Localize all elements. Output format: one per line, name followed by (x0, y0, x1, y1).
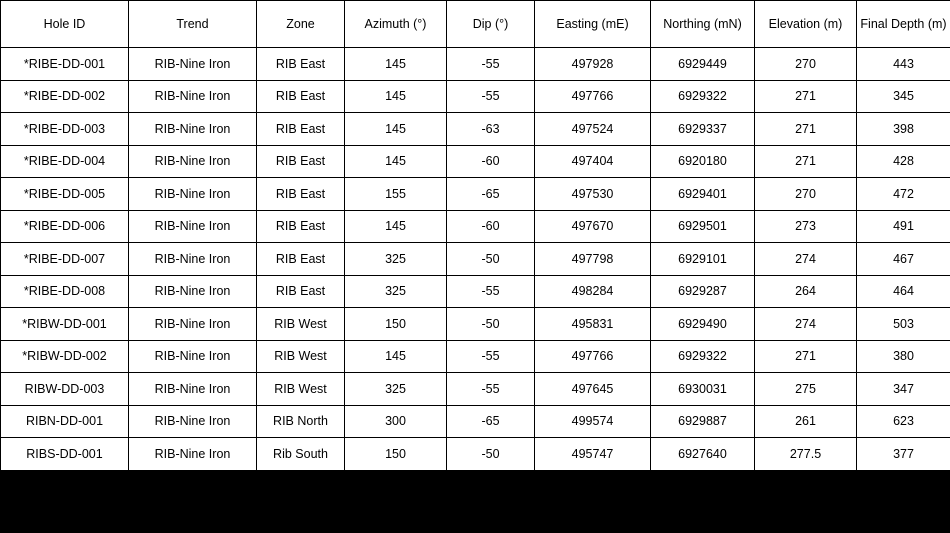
cell-dip: -50 (447, 243, 535, 276)
column-header-hole-id: Hole ID (1, 1, 129, 48)
table-row (1, 113, 950, 146)
cell-trend: RIB-Nine Iron (129, 275, 257, 308)
cell-dip: -55 (447, 80, 535, 113)
cell-final-depth: 347 (857, 373, 950, 406)
cell-final-depth: 443 (857, 48, 950, 81)
cell-easting: 497766 (535, 340, 651, 373)
cell-northing: 6929322 (651, 340, 755, 373)
cell-northing: 6929501 (651, 210, 755, 243)
cell-easting: 497766 (535, 80, 651, 113)
table-header (1, 1, 950, 48)
cell-northing: 6929337 (651, 113, 755, 146)
table-row (1, 308, 950, 341)
cell-hole-id: *RIBW-DD-002 (1, 340, 129, 373)
table-body (1, 48, 950, 471)
cell-zone: RIB East (257, 275, 345, 308)
column-header-azimuth: Azimuth (°) (345, 1, 447, 48)
cell-zone: RIB East (257, 80, 345, 113)
cell-elevation: 274 (755, 308, 857, 341)
cell-trend: RIB-Nine Iron (129, 178, 257, 211)
cell-azimuth: 325 (345, 243, 447, 276)
column-header-final-depth: Final Depth (m) (857, 1, 950, 48)
cell-dip: -50 (447, 438, 535, 471)
cell-easting: 497670 (535, 210, 651, 243)
cell-zone: RIB East (257, 243, 345, 276)
cell-zone: RIB East (257, 113, 345, 146)
column-header-zone: Zone (257, 1, 345, 48)
cell-final-depth: 464 (857, 275, 950, 308)
table-row (1, 178, 950, 211)
cell-easting: 495831 (535, 308, 651, 341)
cell-elevation: 274 (755, 243, 857, 276)
cell-easting: 498284 (535, 275, 651, 308)
cell-easting: 497645 (535, 373, 651, 406)
cell-northing: 6929490 (651, 308, 755, 341)
cell-zone: RIB East (257, 178, 345, 211)
cell-northing: 6927640 (651, 438, 755, 471)
table-row (1, 340, 950, 373)
cell-dip: -55 (447, 48, 535, 81)
cell-hole-id: RIBS-DD-001 (1, 438, 129, 471)
cell-final-depth: 345 (857, 80, 950, 113)
cell-final-depth: 503 (857, 308, 950, 341)
cell-dip: -50 (447, 308, 535, 341)
cell-final-depth: 380 (857, 340, 950, 373)
cell-trend: RIB-Nine Iron (129, 210, 257, 243)
cell-zone: RIB West (257, 340, 345, 373)
table-row (1, 80, 950, 113)
cell-azimuth: 145 (345, 340, 447, 373)
cell-zone: RIB West (257, 373, 345, 406)
cell-trend: RIB-Nine Iron (129, 340, 257, 373)
column-header-northing: Northing (mN) (651, 1, 755, 48)
cell-elevation: 271 (755, 145, 857, 178)
cell-final-depth: 491 (857, 210, 950, 243)
cell-trend: RIB-Nine Iron (129, 48, 257, 81)
cell-northing: 6929322 (651, 80, 755, 113)
cell-final-depth: 472 (857, 178, 950, 211)
cell-northing: 6929101 (651, 243, 755, 276)
cell-hole-id: *RIBE-DD-004 (1, 145, 129, 178)
cell-dip: -63 (447, 113, 535, 146)
cell-trend: RIB-Nine Iron (129, 405, 257, 438)
cell-hole-id: *RIBE-DD-002 (1, 80, 129, 113)
cell-hole-id: *RIBW-DD-001 (1, 308, 129, 341)
table-row (1, 275, 950, 308)
cell-hole-id: RIBW-DD-003 (1, 373, 129, 406)
cell-easting: 495747 (535, 438, 651, 471)
cell-elevation: 277.5 (755, 438, 857, 471)
table-row (1, 243, 950, 276)
cell-zone: RIB West (257, 308, 345, 341)
table-row (1, 438, 950, 471)
cell-dip: -55 (447, 373, 535, 406)
cell-dip: -55 (447, 340, 535, 373)
cell-azimuth: 145 (345, 80, 447, 113)
cell-hole-id: *RIBE-DD-003 (1, 113, 129, 146)
cell-zone: RIB East (257, 145, 345, 178)
table-row (1, 48, 950, 81)
cell-final-depth: 398 (857, 113, 950, 146)
table-row (1, 145, 950, 178)
cell-final-depth: 467 (857, 243, 950, 276)
table-header-row (1, 1, 950, 48)
cell-trend: RIB-Nine Iron (129, 373, 257, 406)
cell-elevation: 264 (755, 275, 857, 308)
cell-elevation: 275 (755, 373, 857, 406)
cell-northing: 6929887 (651, 405, 755, 438)
cell-trend: RIB-Nine Iron (129, 145, 257, 178)
cell-easting: 497530 (535, 178, 651, 211)
cell-elevation: 271 (755, 340, 857, 373)
cell-elevation: 273 (755, 210, 857, 243)
table-row (1, 405, 950, 438)
cell-azimuth: 150 (345, 308, 447, 341)
cell-dip: -60 (447, 210, 535, 243)
cell-azimuth: 145 (345, 113, 447, 146)
cell-easting: 499574 (535, 405, 651, 438)
cell-northing: 6929449 (651, 48, 755, 81)
cell-elevation: 270 (755, 178, 857, 211)
table-row (1, 373, 950, 406)
cell-zone: RIB East (257, 48, 345, 81)
cell-easting: 497404 (535, 145, 651, 178)
cell-northing: 6920180 (651, 145, 755, 178)
cell-zone: RIB North (257, 405, 345, 438)
cell-trend: RIB-Nine Iron (129, 80, 257, 113)
cell-dip: -60 (447, 145, 535, 178)
cell-elevation: 261 (755, 405, 857, 438)
cell-azimuth: 145 (345, 210, 447, 243)
cell-azimuth: 325 (345, 275, 447, 308)
cell-easting: 497524 (535, 113, 651, 146)
cell-zone: Rib South (257, 438, 345, 471)
cell-final-depth: 377 (857, 438, 950, 471)
cell-hole-id: *RIBE-DD-001 (1, 48, 129, 81)
cell-dip: -65 (447, 405, 535, 438)
cell-azimuth: 145 (345, 145, 447, 178)
cell-elevation: 271 (755, 80, 857, 113)
column-header-trend: Trend (129, 1, 257, 48)
cell-trend: RIB-Nine Iron (129, 113, 257, 146)
cell-azimuth: 325 (345, 373, 447, 406)
column-header-dip: Dip (°) (447, 1, 535, 48)
cell-easting: 497928 (535, 48, 651, 81)
cell-zone: RIB East (257, 210, 345, 243)
cell-final-depth: 623 (857, 405, 950, 438)
cell-dip: -55 (447, 275, 535, 308)
cell-dip: -65 (447, 178, 535, 211)
table-row (1, 210, 950, 243)
cell-northing: 6930031 (651, 373, 755, 406)
column-header-elevation: Elevation (m) (755, 1, 857, 48)
cell-azimuth: 155 (345, 178, 447, 211)
cell-hole-id: RIBN-DD-001 (1, 405, 129, 438)
cell-hole-id: *RIBE-DD-005 (1, 178, 129, 211)
cell-northing: 6929287 (651, 275, 755, 308)
cell-azimuth: 300 (345, 405, 447, 438)
cell-hole-id: *RIBE-DD-008 (1, 275, 129, 308)
column-header-easting: Easting (mE) (535, 1, 651, 48)
cell-elevation: 271 (755, 113, 857, 146)
cell-northing: 6929401 (651, 178, 755, 211)
cell-easting: 497798 (535, 243, 651, 276)
cell-azimuth: 150 (345, 438, 447, 471)
cell-elevation: 270 (755, 48, 857, 81)
cell-hole-id: *RIBE-DD-007 (1, 243, 129, 276)
cell-hole-id: *RIBE-DD-006 (1, 210, 129, 243)
cell-trend: RIB-Nine Iron (129, 438, 257, 471)
cell-trend: RIB-Nine Iron (129, 243, 257, 276)
cell-final-depth: 428 (857, 145, 950, 178)
cell-trend: RIB-Nine Iron (129, 308, 257, 341)
cell-azimuth: 145 (345, 48, 447, 81)
